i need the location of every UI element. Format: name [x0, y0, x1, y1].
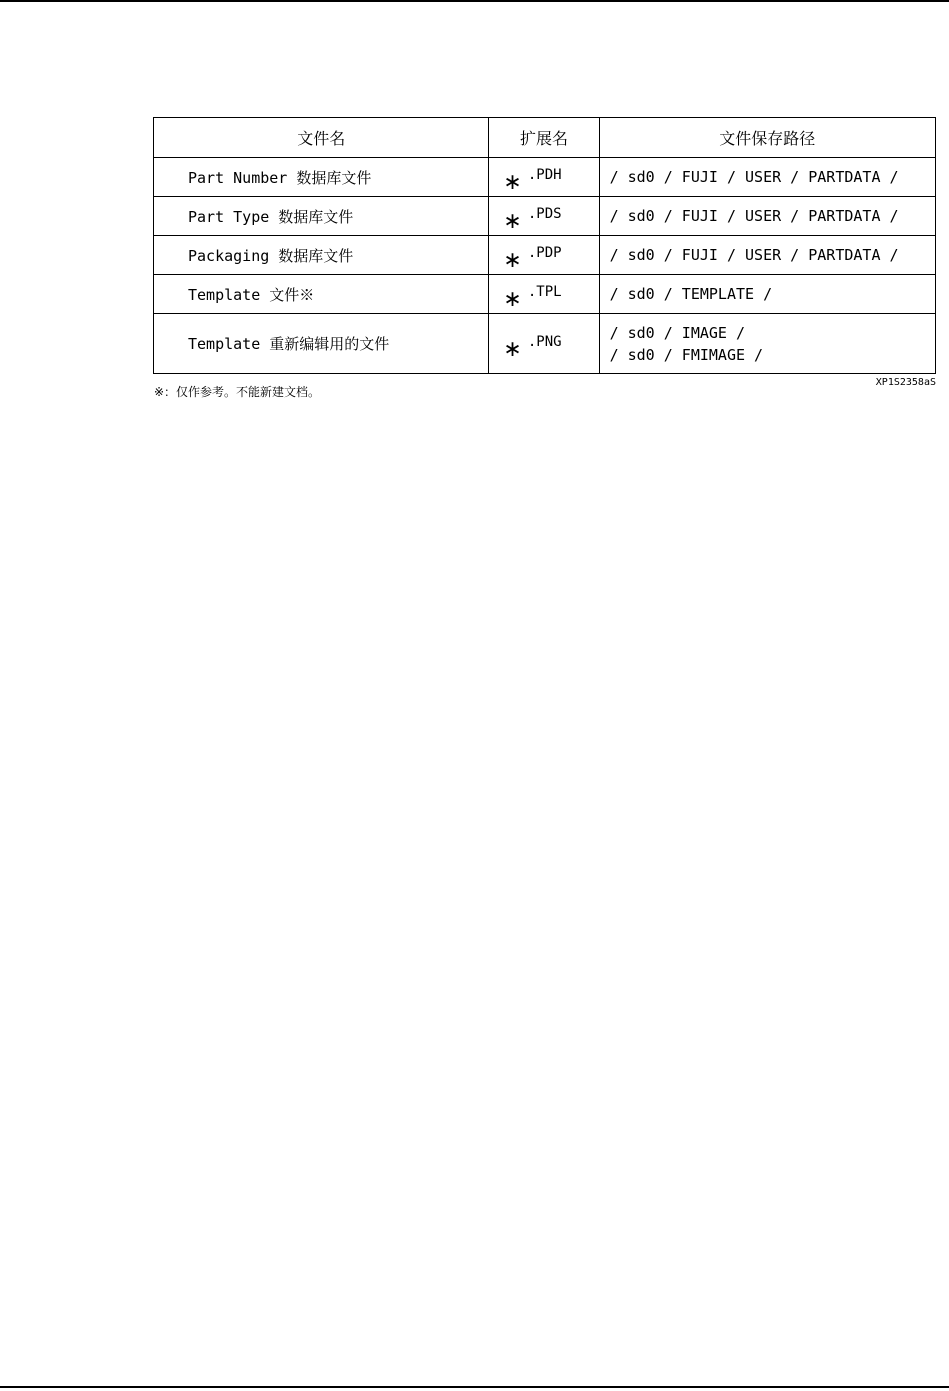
header-extension: 扩展名 — [489, 118, 599, 158]
file-name-cell: Part Type 数据库文件 — [154, 197, 489, 236]
table-row — [154, 236, 936, 275]
wildcard-asterisk: ∗ — [503, 336, 522, 362]
save-path-line: / sd0 / FMIMAGE / — [609, 345, 764, 364]
extension-cell — [489, 236, 599, 275]
extension-text: .PDS — [527, 206, 562, 222]
extension-text: .PDH — [527, 167, 562, 183]
header-file-name: 文件名 — [154, 118, 489, 158]
header-save-path: 文件保存路径 — [599, 118, 935, 158]
extension-cell — [489, 275, 599, 314]
table-row — [154, 275, 936, 314]
save-path-cell — [599, 158, 935, 197]
top-rule — [0, 0, 949, 2]
extension-text: .PNG — [527, 333, 562, 350]
table-header-row — [154, 118, 936, 158]
save-path-cell — [599, 314, 935, 374]
wildcard-asterisk: ∗ — [503, 248, 522, 273]
save-path-cell — [599, 275, 935, 314]
save-path-line: / sd0 / FUJI / USER / PARTDATA / — [609, 246, 899, 264]
wildcard-asterisk: ∗ — [503, 170, 522, 195]
table-row — [154, 197, 936, 236]
figure-id: XP1S2358aS — [875, 377, 936, 388]
file-name-cell: Part Number 数据库文件 — [154, 158, 489, 197]
file-location-table — [153, 117, 936, 374]
save-path-line: / sd0 / TEMPLATE / — [609, 285, 773, 303]
save-path-line: / sd0 / FUJI / USER / PARTDATA / — [609, 168, 899, 186]
save-path-line: / sd0 / FUJI / USER / PARTDATA / — [609, 207, 899, 225]
save-path-cell — [599, 236, 935, 275]
table-row — [154, 158, 936, 197]
footnote: ※：仅作参考。不能新建文档。 — [154, 385, 321, 399]
file-name-cell: Template 文件※ — [154, 275, 489, 314]
extension-cell — [489, 197, 599, 236]
bottom-rule — [0, 1386, 949, 1388]
extension-cell — [489, 158, 599, 197]
table-row — [154, 314, 936, 374]
extension-text: .TPL — [527, 284, 562, 300]
save-path-cell — [599, 197, 935, 236]
save-path-line: / sd0 / IMAGE / — [609, 323, 746, 342]
file-name-cell: Template 重新编辑用的文件 — [154, 314, 489, 374]
extension-text: .PDP — [527, 245, 562, 261]
file-name-cell: Packaging 数据库文件 — [154, 236, 489, 275]
wildcard-asterisk: ∗ — [503, 287, 522, 312]
wildcard-asterisk: ∗ — [503, 209, 522, 234]
extension-cell — [489, 314, 599, 374]
